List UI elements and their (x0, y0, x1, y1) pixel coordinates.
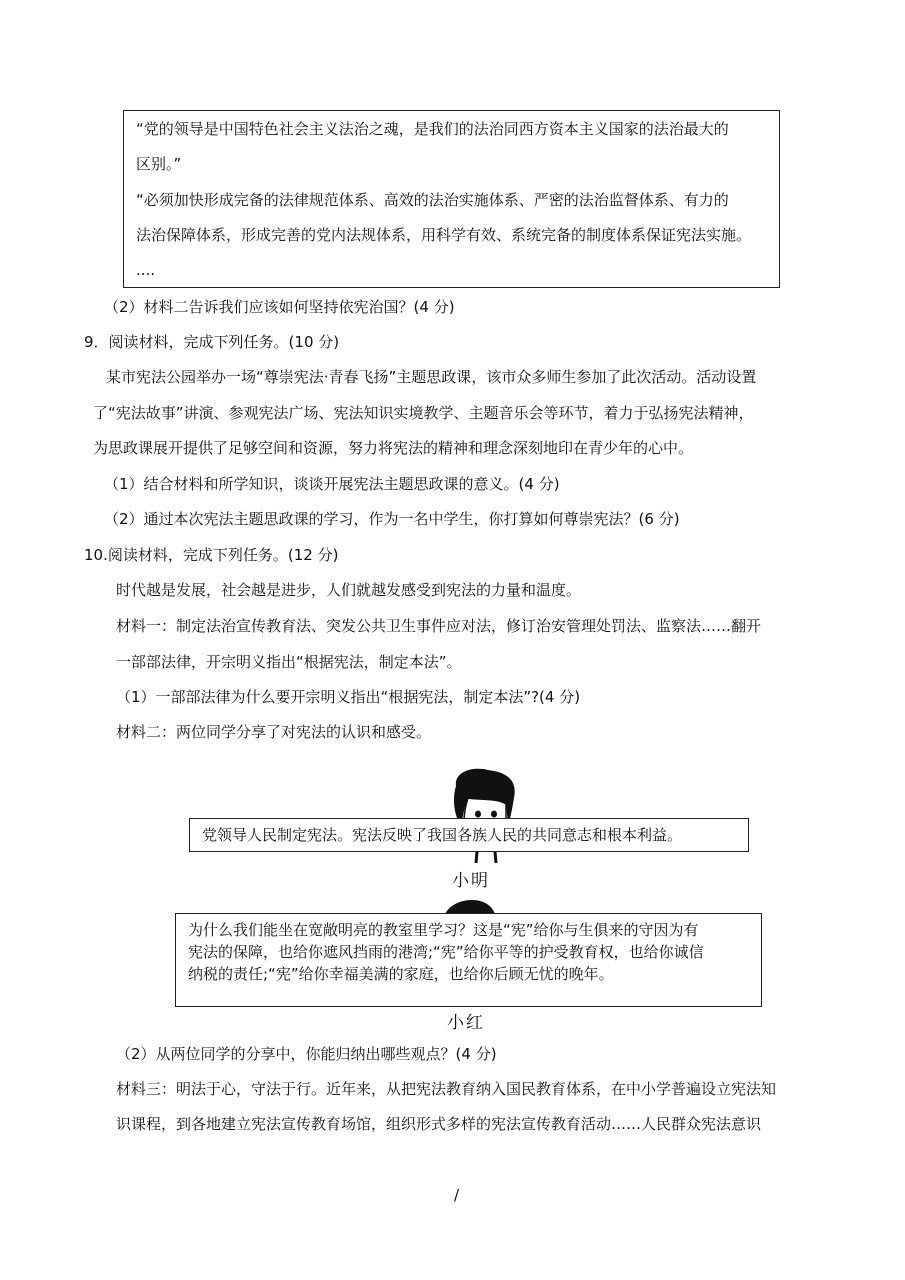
q9-material-line: 某市宪法公园举办一场“尊崇宪法·青春飞扬”主题思政课，该市众多师生参加了此次活动。活动设置 (106, 368, 757, 386)
q10-material3-line: 识课程，到各地建立宪法宣传教育场馆，组织形式多样的宪法宣传教育活动……人民群众宪法意识 (116, 1115, 762, 1133)
q10-material2: 材料二：两位同学分享了对宪法的认识和感受。 (116, 723, 432, 741)
q10-material3-line: 材料三：明法于心，守法于行。近年来，从把宪法教育纳入国民教育体系，在中小学普遍设立宪法知 (116, 1080, 777, 1098)
q9-material-line: 为思政课展开提供了足够空间和资源，努力将宪法的精神和理念深刻地印在青少年的心中。 (93, 439, 694, 457)
q9-title: 9．阅读材料，完成下列任务。(10 分) (84, 333, 340, 351)
q9-sub2: （2）通过本次宪法主题思政课的学习，作为一名中学生，你打算如何尊崇宪法？(6 分) (104, 510, 680, 528)
q9-sub1: （1）结合材料和所学知识，谈谈开展宪法主题思政课的意义。(4 分) (104, 475, 560, 493)
q10-material1-line: 材料一：制定法治宣传教育法、突发公共卫生事件应对法，修订治安管理处罚法、监察法……翻开 (116, 617, 762, 635)
q10-sub1: （1）一部部法律为什么要开宗明义指出“根据宪法，制定本法”?(4 分) (116, 688, 581, 706)
q10-intro: 时代越是发展，社会越是进步，人们就越发感受到宪法的力量和温度。 (116, 581, 582, 599)
q10-material1-line: 一部部法律，开宗明义指出“根据宪法，制定本法”。 (116, 653, 462, 671)
q9-material-line: 了“宪法故事”讲演、参观宪法广场、宪法知识实境教学、主题音乐会等环节，着力于弘扬宪法精神， (93, 404, 754, 422)
xiaohong-speech-line: 宪法的保障，也给你遮风挡雨的港湾;“宪”给你平等的护受教育权，也给你诚信 (188, 943, 704, 961)
xiaoming-caption: 小明 (452, 871, 490, 891)
q10-title: 10.阅读材料，完成下列任务。(12 分) (84, 546, 339, 564)
quote-line: “党的领导是中国特色社会主义法治之魂，是我们的法治同西方资本主义国家的法治最大的 (136, 120, 729, 138)
quote-line: 法治保障体系，形成完善的党内法规体系，用科学有效、系统完备的制度体系保证宪法实施。 (136, 226, 752, 244)
xiaohong-speech-line: 纳税的责任;“宪”给你幸福美满的家庭，也给你后顾无忧的晚年。 (188, 965, 614, 983)
xiaohong-caption: 小红 (447, 1013, 485, 1033)
q8-sub2: （2）材料二告诉我们应该如何坚持依宪治国？(4 分) (104, 298, 455, 316)
quote-line: 区别。” (136, 155, 182, 173)
page-number: / (454, 1186, 460, 1204)
xiaoming-speech: 党领导人民制定宪法。宪法反映了我国各族人民的共同意志和根本利益。 (202, 826, 683, 844)
quote-line: “必须加快形成完备的法律规范体系、高效的法治实施体系、严密的法治监督体系、有力的 (136, 191, 729, 209)
quote-line: .... (136, 261, 156, 279)
q10-sub2: （2）从两位同学的分享中，你能归纳出哪些观点？(4 分) (116, 1045, 497, 1063)
xiaohong-speech-line: 为什么我们能坐在宽敞明亮的教室里学习？这是“宪”给你与生俱来的守因为有 (188, 921, 699, 939)
